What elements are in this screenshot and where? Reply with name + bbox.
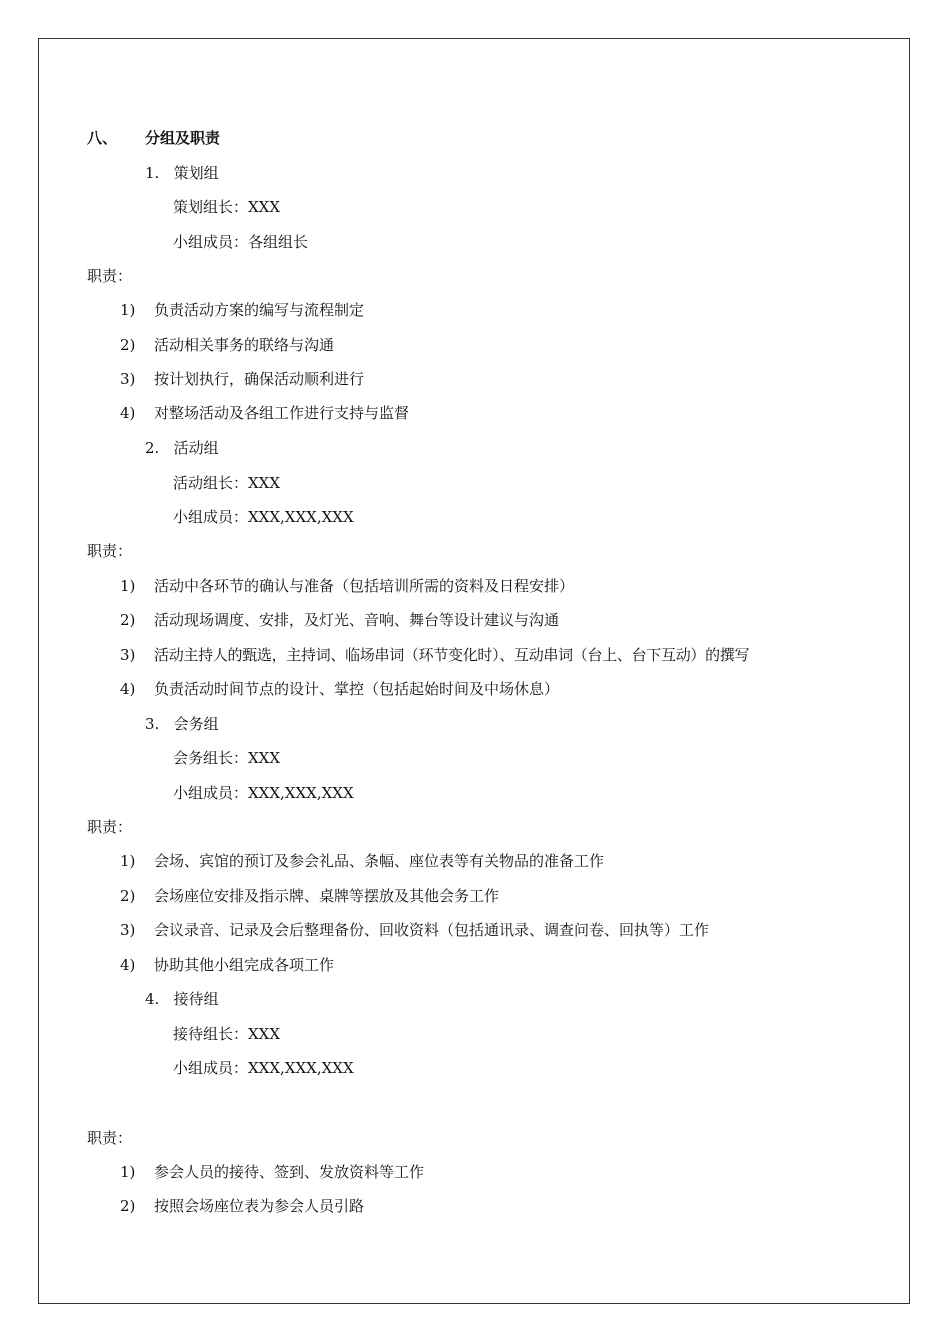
group-number: 2. [145, 439, 160, 457]
group-members: 小组成员：各组组长 [173, 233, 309, 251]
group-leader: 接待组长：XXX [173, 1025, 281, 1043]
duty-number: 2) [120, 336, 136, 354]
duty-number: 4) [120, 404, 136, 422]
duty-label: 职责： [87, 818, 133, 836]
section-number: 八、 [87, 129, 118, 147]
duty-label: 职责： [87, 267, 133, 285]
group-name: 会务组 [173, 715, 219, 733]
duty-text: 按照会场座位表为参会人员引路 [154, 1197, 365, 1215]
group-name: 接待组 [173, 990, 219, 1008]
group-name: 策划组 [173, 164, 219, 182]
duty-number: 3) [120, 646, 136, 664]
duty-text: 协助其他小组完成各项工作 [154, 956, 335, 974]
duty-text: 会场、宾馆的预订及参会礼品、条幅、座位表等有关物品的准备工作 [154, 852, 605, 870]
duty-number: 2) [120, 611, 136, 629]
group-number: 3. [145, 715, 160, 733]
duty-number: 3) [120, 370, 136, 388]
group-heading [145, 163, 219, 183]
group-heading [145, 438, 219, 458]
duty-number: 1) [120, 852, 136, 870]
duty-text: 会场座位安排及指示牌、桌牌等摆放及其他会务工作 [154, 887, 500, 905]
duty-number: 1) [120, 1163, 136, 1181]
duty-text: 活动现场调度、安排，及灯光、音响、舞台等设计建议与沟通 [154, 611, 560, 629]
group-members: 小组成员：XXX,XXX,XXX [173, 1059, 354, 1077]
duty-text: 活动中各环节的确认与准备（包括培训所需的资料及日程安排） [154, 577, 575, 595]
group-heading [145, 714, 219, 734]
group-leader: 策划组长：XXX [173, 198, 281, 216]
duty-number: 2) [120, 1197, 136, 1215]
duty-label: 职责： [87, 1129, 133, 1147]
group-leader: 活动组长：XXX [173, 474, 281, 492]
duty-text: 按计划执行，确保活动顺利进行 [154, 370, 365, 388]
page-frame [38, 38, 910, 1304]
group-name: 活动组 [173, 439, 219, 457]
duty-number: 1) [120, 577, 136, 595]
duty-text: 负责活动方案的编写与流程制定 [154, 301, 365, 319]
group-leader: 会务组长：XXX [173, 749, 281, 767]
duty-number: 1) [120, 301, 136, 319]
duty-label: 职责： [87, 542, 133, 560]
group-number: 1. [145, 164, 160, 182]
duty-number: 2) [120, 887, 136, 905]
group-number: 4. [145, 990, 160, 1008]
duty-number: 4) [120, 680, 136, 698]
duty-text: 对整场活动及各组工作进行支持与监督 [154, 404, 410, 422]
duty-text: 会议录音、记录及会后整理备份、回收资料（包括通讯录、调查问卷、回执等）工作 [154, 921, 710, 939]
group-members: 小组成员：XXX,XXX,XXX [173, 508, 354, 526]
duty-text: 负责活动时间节点的设计、掌控（包括起始时间及中场休息） [154, 680, 560, 698]
duty-text: 活动主持人的甄选，主持词、临场串词（环节变化时）、互动串词（台上、台下互动）的撰写 [154, 646, 750, 664]
group-members: 小组成员：XXX,XXX,XXX [173, 784, 354, 802]
duty-text: 活动相关事务的联络与沟通 [154, 336, 335, 354]
duty-number: 4) [120, 956, 136, 974]
section-title: 分组及职责 [145, 129, 221, 147]
group-heading [145, 989, 219, 1009]
duty-number: 3) [120, 921, 136, 939]
duty-text: 参会人员的接待、签到、发放资料等工作 [154, 1163, 425, 1181]
